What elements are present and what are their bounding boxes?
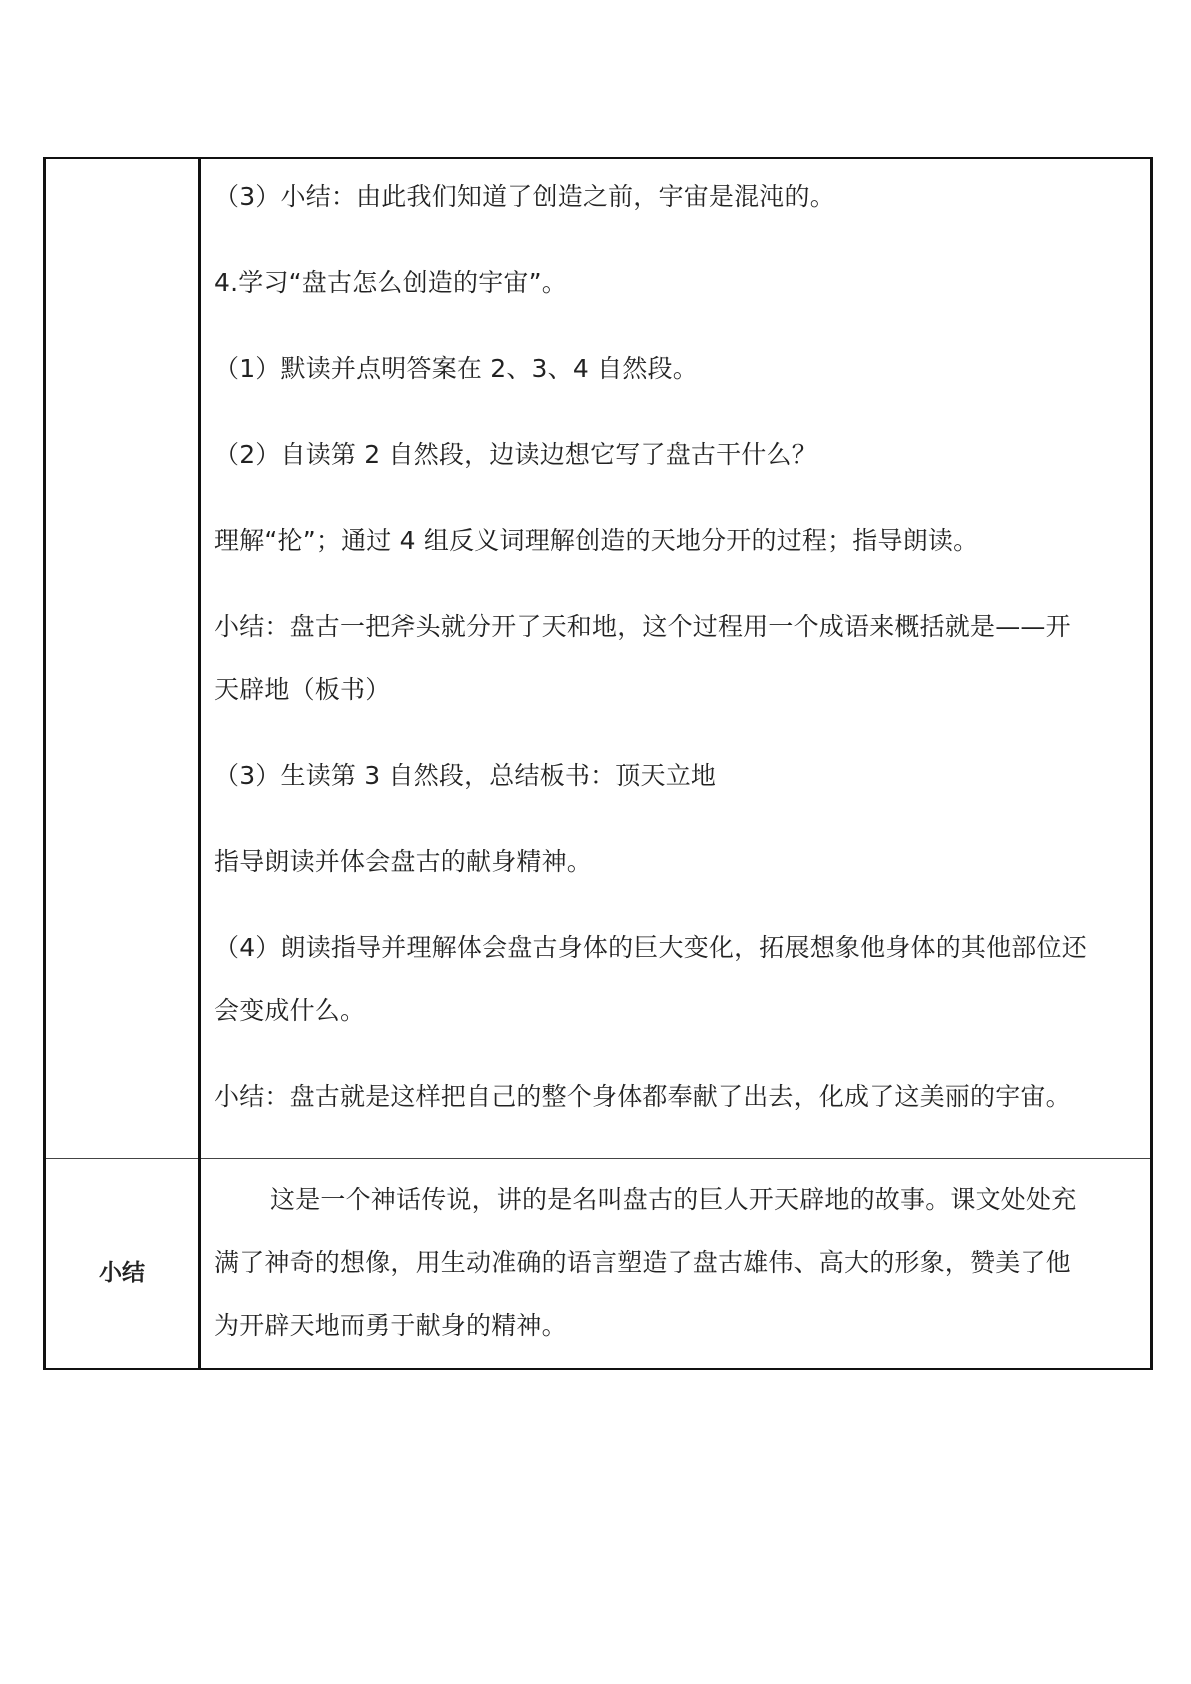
summary-label-cell xyxy=(45,1159,200,1370)
paragraph-step-4-heading xyxy=(214,264,1140,302)
text-line: 天辟地（板书） xyxy=(214,675,391,704)
teaching-process-row xyxy=(45,158,1152,1159)
paragraph-understand-lun xyxy=(214,522,1140,560)
summary-content-cell xyxy=(200,1159,1152,1370)
paragraph-guide-reading xyxy=(214,843,1140,881)
teaching-content-cell xyxy=(200,158,1152,1159)
text-line: （3）小结：由此我们知道了创造之前，宇宙是混沌的。 xyxy=(214,182,835,211)
text-line: 小结：盘古一把斧头就分开了天和地，这个过程用一个成语来概括就是——开 xyxy=(214,612,1071,641)
text-line: 理解“抡”；通过 4 组反义词理解创造的天地分开的过程；指导朗读。 xyxy=(214,526,979,555)
lesson-plan-table xyxy=(43,157,1153,1370)
paragraph-summary-kaitian xyxy=(214,608,1140,709)
text-line: （3）生读第 3 自然段，总结板书：顶天立地 xyxy=(214,761,717,790)
text-line: 会变成什么。 xyxy=(214,996,366,1025)
paragraph-step-4-4 xyxy=(214,929,1140,1030)
text-line: 小结：盘古就是这样把自己的整个身体都奉献了出去，化成了这美丽的宇宙。 xyxy=(214,1082,1071,1111)
text-line: （4）朗读指导并理解体会盘古身体的巨大变化，拓展想象他身体的其他部位还 xyxy=(214,933,1087,962)
summary-text-line: 满了神奇的想像，用生动准确的语言塑造了盘古雄伟、高大的形象，赞美了他 xyxy=(214,1248,1071,1277)
summary-text-line: 为开辟天地而勇于献身的精神。 xyxy=(214,1311,567,1340)
paragraph-summary-chaos xyxy=(214,178,1140,216)
text-line: （2）自读第 2 自然段，边读边想它写了盘古干什么？ xyxy=(214,440,817,469)
summary-row xyxy=(45,1159,1152,1370)
paragraph-step-4-1 xyxy=(214,350,1140,388)
text-line: 指导朗读并体会盘古的献身精神。 xyxy=(214,847,593,876)
text-line: 4.学习“盘古怎么创造的宇宙”。 xyxy=(214,268,567,297)
paragraph-summary-universe xyxy=(214,1078,1140,1116)
paragraph-step-4-2 xyxy=(214,436,1140,474)
text-line: （1）默读并点明答案在 2、3、4 自然段。 xyxy=(214,354,698,383)
summary-text-line: 这是一个神话传说，讲的是名叫盘古的巨人开天辟地的故事。课文处处充 xyxy=(270,1185,1077,1214)
summary-label: 小结 xyxy=(99,1260,145,1286)
row-label-cell-empty xyxy=(45,158,200,1159)
paragraph-step-4-3 xyxy=(214,757,1140,795)
